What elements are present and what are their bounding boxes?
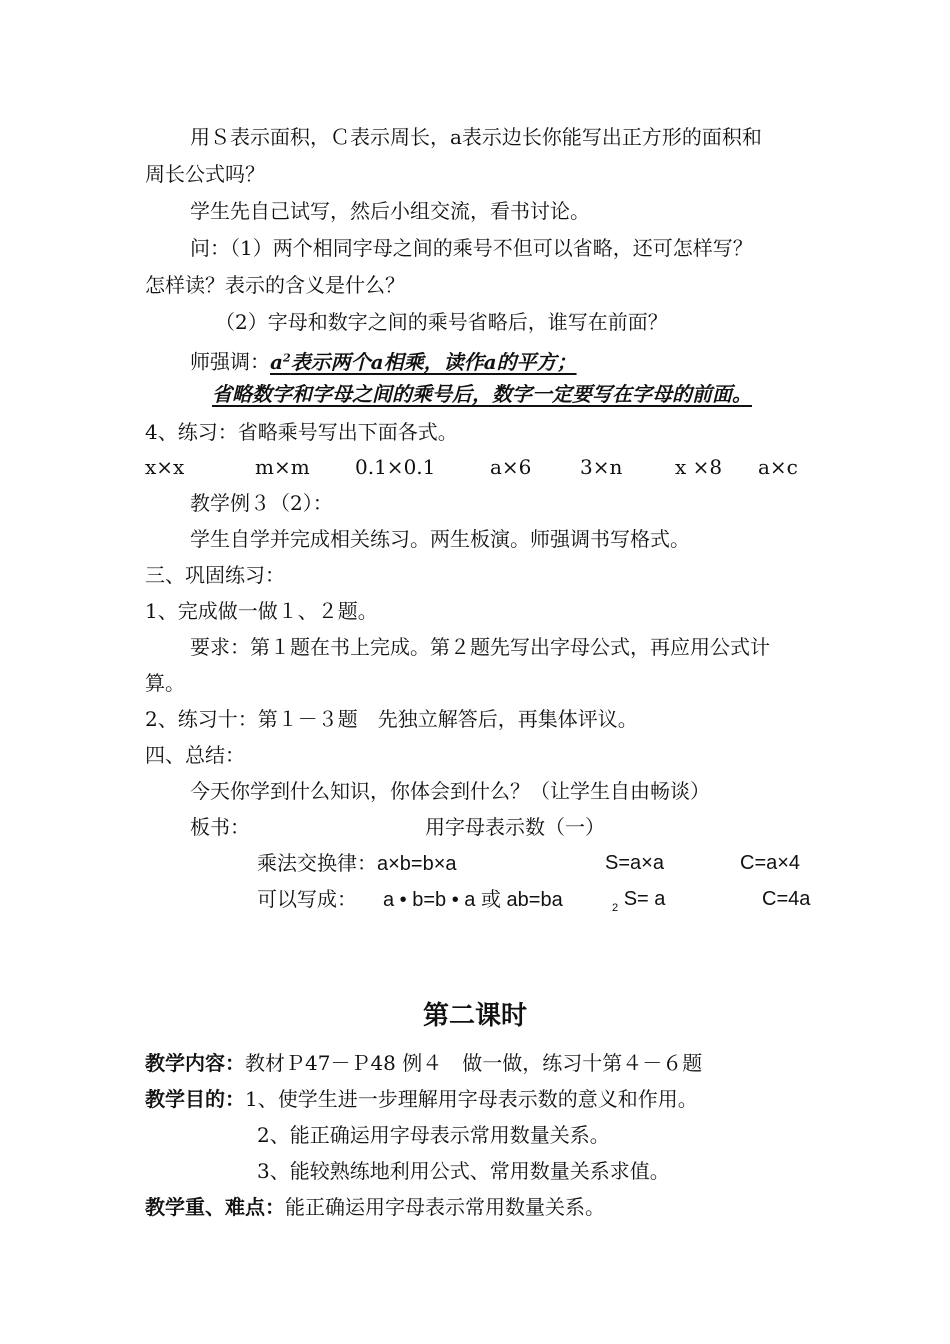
- teaching-goal: 教学目的：1、使学生进一步理解用字母表示数的意义和作用。: [145, 1087, 698, 1111]
- paragraph-line: 算。: [145, 671, 185, 695]
- exercise-item: 0.1×0.1: [355, 455, 436, 479]
- board-perimeter-formula-2: C=4a: [762, 888, 811, 910]
- list-item: 1、完成做一做１、２题。: [145, 599, 378, 623]
- paragraph-line: 今天你学到什么知识，你体会到什么？（让学生自由畅谈）: [190, 779, 710, 803]
- board-alt: 可以写成： a • b=b • a 或 ab=ba: [257, 887, 563, 911]
- question-line: （2）字母和数字之间的乘号省略后，谁写在前面？: [215, 310, 668, 334]
- board-law: 乘法交换律：a×b=b×a: [257, 851, 457, 875]
- exercise-item: x ×8: [675, 455, 723, 479]
- paragraph-line: 用Ｓ表示面积，Ｃ表示周长，a表示边长你能写出正方形的面积和: [190, 125, 762, 149]
- board-area-formula-2: $_2$ S= a: [612, 888, 666, 914]
- exercise-item: a×6: [490, 455, 532, 479]
- paragraph-line: 要求：第１题在书上完成。第２题先写出字母公式，再应用公式计: [190, 635, 770, 659]
- question-line: 问：（1）两个相同字母之间的乘号不但可以省略，还可怎样写？: [190, 236, 753, 260]
- board-perimeter-formula: C=a×4: [740, 852, 801, 874]
- example-line: 教学例３（2）：: [190, 491, 333, 515]
- question-line: 怎样读？表示的含义是什么？: [145, 273, 405, 297]
- teaching-content: 教学内容：教材Ｐ47－Ｐ48 例４ 做一做，练习十第４－６题: [145, 1051, 703, 1075]
- exercise-item: x×x: [145, 455, 185, 479]
- paragraph-line: 学生自学并完成相关练习。两生板演。师强调书写格式。: [190, 527, 690, 551]
- emphasis-text: $a^2$表示两个a相乘，读作a的平方；: [270, 349, 577, 374]
- exercise-item: a×c: [758, 455, 798, 479]
- section-heading: 四、总结：: [145, 743, 245, 767]
- emphasis-text: 省略数字和字母之间的乘号后，数字一定要写在字母的前面。: [212, 382, 752, 406]
- paragraph-line: 学生先自己试写，然后小组交流，看书讨论。: [190, 199, 590, 223]
- emphasis-label: 师强调：: [190, 349, 270, 374]
- board-title: 用字母表示数（一）: [425, 815, 605, 839]
- emphasis-line: [190, 346, 577, 374]
- teaching-goal: 3、能较熟练地利用公式、常用数量关系求值。: [257, 1159, 670, 1183]
- paragraph-line: 周长公式吗？: [145, 162, 265, 186]
- section-heading: 三、巩固练习：: [145, 563, 285, 587]
- list-item: 2、练习十：第１－３题 先独立解答后，再集体评议。: [145, 707, 638, 731]
- lesson-title: 第二课时: [422, 1001, 527, 1031]
- exercise-item: 3×n: [580, 455, 623, 479]
- board-label: 板书：: [190, 815, 250, 839]
- teaching-goal: 2、能正确运用字母表示常用数量关系。: [257, 1123, 610, 1147]
- exercise-title: 4、练习：省略乘号写出下面各式。: [145, 420, 458, 444]
- teaching-key-points: 教学重、难点：能正确运用字母表示常用数量关系。: [145, 1195, 605, 1219]
- exercise-item: m×m: [255, 455, 310, 479]
- board-area-formula: S=a×a: [605, 852, 664, 874]
